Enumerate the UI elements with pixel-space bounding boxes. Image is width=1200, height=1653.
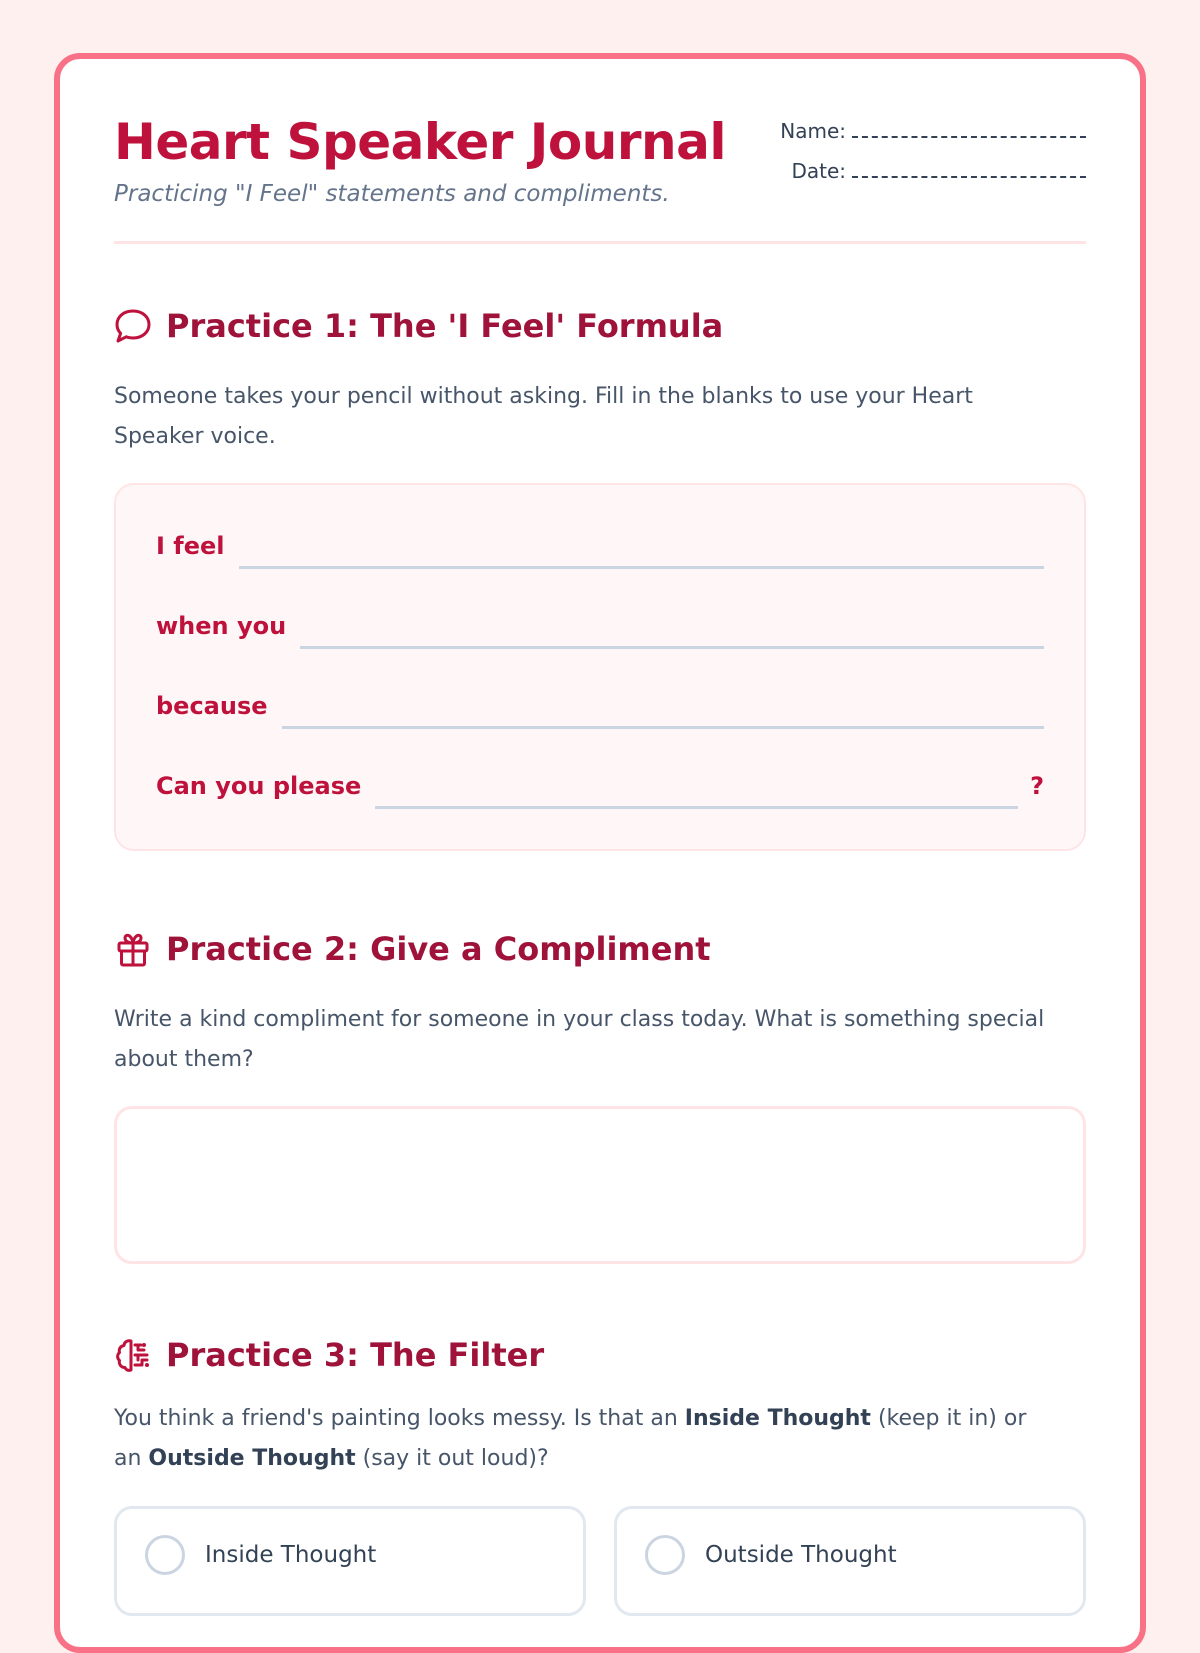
practice-2-heading [114,927,711,971]
formula-row-please [156,771,1044,809]
gift-icon [114,930,152,968]
name-row [776,119,1086,159]
practice-2-prompt: Write a kind compliment for someone in your class today. What is something special about them? [114,1007,1045,1072]
worksheet-content [114,59,1086,1568]
formula-row-feel [156,531,1044,569]
practice-3-heading [114,1333,544,1377]
brain-icon [114,1336,152,1374]
prompt-text: You think a friend's painting looks messy. Is that an [114,1406,685,1431]
formula-label: when you [156,612,287,640]
worksheet-header [114,59,1086,244]
feel-blank[interactable] [239,533,1044,569]
compliment-answer-box[interactable] [114,1106,1086,1264]
when-blank[interactable] [300,613,1044,649]
date-row [776,159,1086,199]
practice-2-title: Practice 2: Give a Compliment [166,930,711,968]
radio-button[interactable] [145,1535,185,1575]
please-blank[interactable] [375,773,1018,809]
formula-label: Can you please [156,772,362,800]
i-feel-formula-box [114,483,1086,851]
worksheet-card [54,53,1146,1653]
option-label: Inside Thought [205,1542,377,1568]
name-label: Name: [780,119,846,143]
radio-button[interactable] [645,1535,685,1575]
practice-3-prompt [114,1399,1056,1479]
formula-row-when [156,611,1044,649]
name-field[interactable] [852,122,1086,138]
date-field[interactable] [852,162,1086,178]
page-title: Heart Speaker Journal [114,113,726,171]
question-mark: ? [1030,772,1044,800]
practice-1-heading [114,304,723,348]
practice-1-title: Practice 1: The 'I Feel' Formula [166,307,724,345]
because-blank[interactable] [282,693,1044,729]
formula-label: I feel [156,532,225,560]
speech-bubble-icon [114,307,152,345]
inside-thought-term: Inside Thought [684,1406,871,1431]
formula-row-because [156,691,1044,729]
outside-thought-term: Outside Thought [148,1446,356,1471]
practice-3-title: Practice 3: The Filter [166,1336,545,1374]
practice-1-prompt: Someone takes your pencil without asking. Fill in the blanks to use your Heart Speaker voice. [114,384,973,449]
name-date-block [776,119,1086,199]
prompt-text: (say it out loud)? [355,1446,549,1471]
formula-label: because [156,692,268,720]
date-label: Date: [791,159,846,183]
page-subtitle: Practicing "I Feel" statements and compliments. [114,181,670,207]
prompt-text: (keep it in) or an [114,1406,1027,1471]
option-label: Outside Thought [705,1542,897,1568]
